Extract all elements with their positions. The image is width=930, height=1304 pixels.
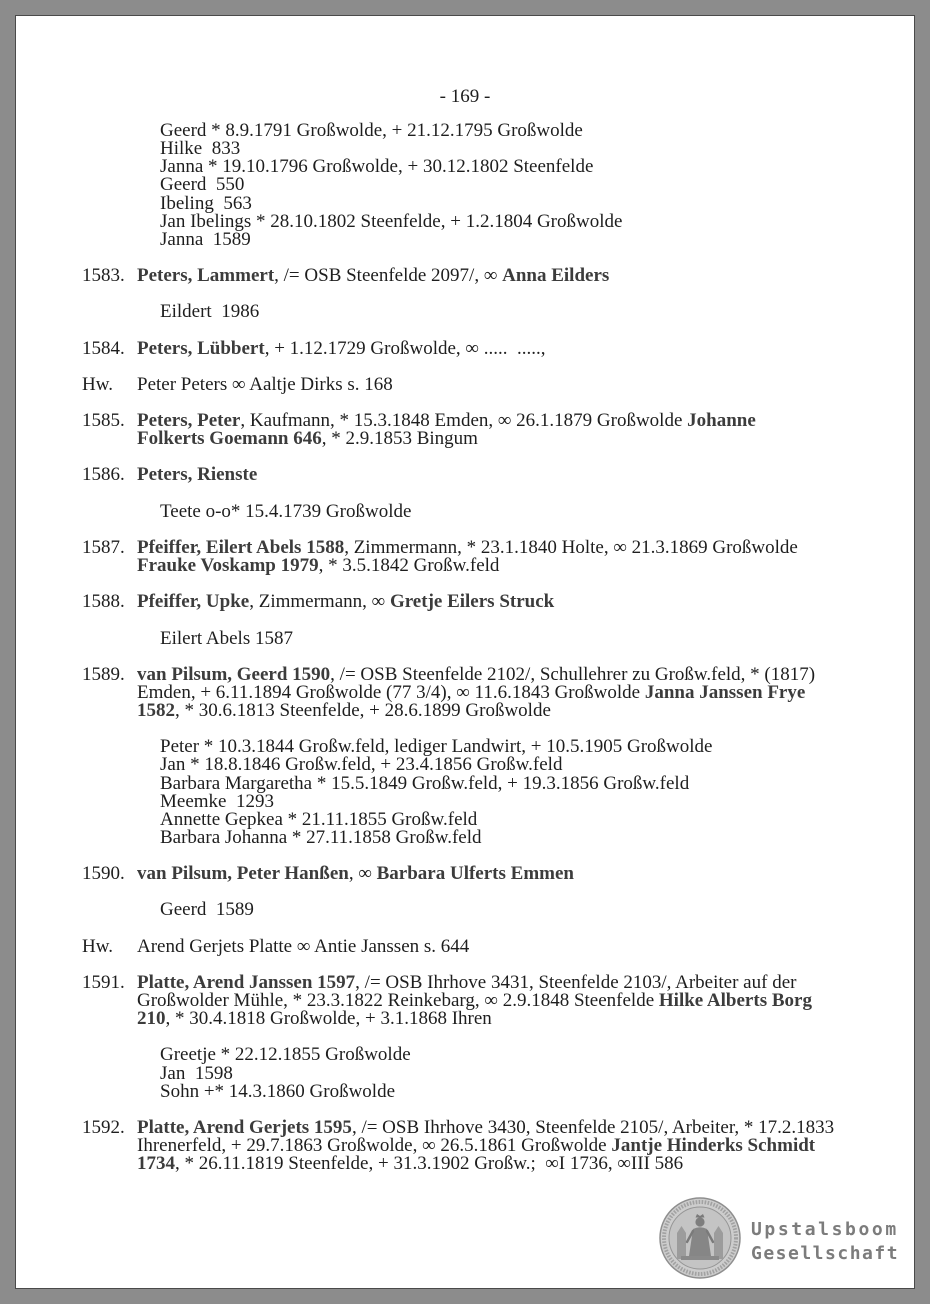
record-text: Jan * 18.8.1846 Großw.feld, + 23.4.1856 Großw.feld bbox=[160, 754, 563, 776]
person-name: Pfeiffer, Eilert Abels 1588 bbox=[137, 536, 345, 558]
reference-label: Hw. bbox=[82, 373, 113, 395]
child-line bbox=[160, 122, 930, 140]
person-name: Gretje Eilers Struck bbox=[389, 591, 555, 613]
child-line bbox=[160, 1046, 930, 1064]
reference-note bbox=[0, 935, 930, 957]
record-text: Meemke 1293 bbox=[160, 790, 274, 812]
seal-icon bbox=[658, 1196, 742, 1280]
children-list bbox=[0, 738, 930, 847]
page-number: - 169 - bbox=[439, 86, 491, 107]
entry-line bbox=[137, 557, 930, 575]
record-text: , * 26.11.1819 Steenfelde, + 31.3.1902 Großw.; ∞I 1736, ∞III 586 bbox=[175, 1153, 684, 1175]
entry-number: 1588. bbox=[82, 591, 125, 613]
record-text: Geerd 1589 bbox=[160, 899, 254, 921]
record-text: , ∞ bbox=[348, 863, 377, 885]
entry-line bbox=[137, 702, 930, 720]
person-name: Jantje Hinderks Schmidt bbox=[611, 1135, 816, 1156]
record-text: , Zimmermann, ∞ bbox=[249, 591, 390, 613]
record-text: Hilke 833 bbox=[160, 138, 241, 160]
entry-number: 1589. bbox=[82, 663, 125, 685]
children-list bbox=[0, 901, 930, 919]
entry-number: 1587. bbox=[82, 536, 125, 558]
entry-line bbox=[137, 1010, 930, 1028]
entry-line bbox=[137, 935, 930, 957]
child-line bbox=[160, 176, 930, 194]
entry-1590 bbox=[0, 865, 930, 883]
entry-1584 bbox=[0, 337, 930, 359]
record-text: Eilert Abels 1587 bbox=[160, 627, 293, 649]
record-text: Barbara Margaretha * 15.5.1849 Großw.feld, + 19.3.1856 Großw.feld bbox=[160, 772, 690, 794]
record-text: , Kaufmann, * 15.3.1848 Emden, ∞ 26.1.1879 Großwolde bbox=[240, 410, 688, 431]
entry-number: 1591. bbox=[82, 971, 125, 993]
record-text: Jan Ibelings * 28.10.1802 Steenfelde, + 1.2.1804 Großwolde bbox=[160, 210, 623, 232]
person-name: Pfeiffer, Upke bbox=[137, 591, 250, 613]
entry-line bbox=[137, 593, 930, 611]
person-name: Peters, Peter bbox=[137, 410, 241, 431]
person-name: van Pilsum, Peter Hanßen bbox=[137, 863, 349, 885]
person-name: Frauke Voskamp 1979 bbox=[137, 555, 319, 576]
person-name: Peters, Lammert bbox=[137, 265, 275, 286]
record-text: , Zimmermann, * 23.1.1840 Holte, ∞ 21.3.1869 Großwolde bbox=[344, 536, 798, 558]
entry-1583 bbox=[0, 267, 930, 285]
entry-1589 bbox=[0, 663, 930, 721]
entry-1586 bbox=[0, 466, 930, 484]
child-line bbox=[160, 303, 930, 321]
record-text: , /= OSB Steenfelde 2102/, Schullehrer zu Großw.feld, * (1817) bbox=[330, 663, 816, 685]
entry-1587 bbox=[0, 536, 930, 576]
child-line bbox=[160, 500, 930, 522]
entry-number: 1592. bbox=[82, 1116, 125, 1138]
entry-number: 1586. bbox=[82, 464, 125, 486]
record-text: Arend Gerjets Platte ∞ Antie Janssen s. 644 bbox=[137, 935, 470, 957]
child-line bbox=[160, 901, 930, 919]
children-list bbox=[0, 627, 930, 649]
record-text: Eildert 1986 bbox=[160, 301, 260, 323]
record-text: Peter Peters ∞ Aaltje Dirks s. 168 bbox=[137, 373, 393, 395]
person-name: Anna Eilders bbox=[502, 265, 610, 286]
person-name: Hilke Alberts Borg bbox=[658, 990, 812, 1011]
record-text: Janna * 19.10.1796 Großwolde, + 30.12.1802 Steenfelde bbox=[160, 156, 594, 178]
child-line bbox=[160, 772, 930, 794]
person-name: 210 bbox=[137, 1008, 166, 1030]
child-line bbox=[160, 210, 930, 232]
children-list bbox=[0, 1046, 930, 1100]
person-name: 1734 bbox=[137, 1153, 175, 1175]
person-name: Peters, Lübbert bbox=[137, 337, 265, 359]
entry-line bbox=[137, 337, 930, 359]
entry-1592 bbox=[0, 1116, 930, 1175]
child-line bbox=[160, 826, 930, 848]
child-line bbox=[160, 1080, 930, 1102]
record-text: Geerd * 8.9.1791 Großwolde, + 21.12.1795 Großwolde bbox=[160, 120, 583, 141]
children-list bbox=[0, 303, 930, 321]
record-text: Sohn +* 14.3.1860 Großwolde bbox=[160, 1080, 396, 1102]
child-line bbox=[160, 228, 930, 250]
entry-line bbox=[137, 466, 930, 484]
record-text: , * 2.9.1853 Bingum bbox=[321, 428, 478, 450]
record-text: Barbara Johanna * 27.11.1858 Großw.feld bbox=[160, 826, 482, 848]
entry-line bbox=[137, 865, 930, 883]
person-name: 1582 bbox=[137, 700, 175, 721]
entry-line bbox=[137, 267, 930, 285]
record-text: Annette Gepkea * 21.11.1855 Großw.feld bbox=[160, 808, 478, 830]
record-text: , /= OSB Ihrhove 3431, Steenfelde 2103/, Arbeiter auf der bbox=[355, 971, 797, 993]
record-text: Ihrenerfeld, + 29.7.1863 Großwolde, ∞ 26.5.1861 Großwolde bbox=[137, 1135, 612, 1156]
logo-text-gesellschaft: Gesellschaft bbox=[751, 1243, 900, 1264]
person-name: Johanne bbox=[687, 410, 756, 431]
reference-label: Hw. bbox=[82, 935, 113, 957]
entry-line bbox=[137, 430, 930, 448]
children-list bbox=[0, 122, 930, 249]
logo-text-upstalsboom: Upstalsboom bbox=[751, 1219, 899, 1240]
record-text: , /= OSB Ihrhove 3430, Steenfelde 2105/, Arbeiter, * 17.2.1833 bbox=[351, 1116, 835, 1138]
children-list bbox=[0, 500, 930, 522]
entry-1591 bbox=[0, 971, 930, 1030]
person-name: Janna Janssen Frye bbox=[644, 681, 806, 703]
person-name: Barbara Ulferts Emmen bbox=[376, 863, 574, 885]
person-name: Peters, Rienste bbox=[137, 464, 258, 486]
person-name: Platte, Arend Janssen 1597 bbox=[137, 971, 356, 993]
record-text: , * 3.5.1842 Großw.feld bbox=[318, 555, 500, 576]
entry-number: 1590. bbox=[82, 863, 125, 885]
entry-1588 bbox=[0, 593, 930, 611]
person-name: Folkerts Goemann 646 bbox=[137, 428, 322, 450]
person-name: van Pilsum, Geerd 1590 bbox=[137, 663, 331, 685]
record-text: Großwolder Mühle, * 23.3.1822 Reinkebarg, ∞ 2.9.1848 Steenfelde bbox=[137, 990, 659, 1011]
record-text: Geerd 550 bbox=[160, 174, 245, 196]
record-text: Janna 1589 bbox=[160, 228, 251, 250]
child-line bbox=[160, 158, 930, 176]
record-text: , * 30.4.1818 Großwolde, + 3.1.1868 Ihren bbox=[165, 1008, 492, 1030]
entry-number: 1585. bbox=[82, 410, 125, 431]
entry-number: 1583. bbox=[82, 265, 125, 286]
record-text: Teete o-o* 15.4.1739 Großwolde bbox=[160, 500, 412, 522]
entry-number: 1584. bbox=[82, 337, 125, 359]
genealogy-entries bbox=[0, 122, 930, 1173]
record-text: Ibeling 563 bbox=[160, 192, 252, 214]
record-text: Greetje * 22.12.1855 Großwolde bbox=[160, 1044, 411, 1066]
entry-line bbox=[137, 1155, 930, 1173]
entry-line bbox=[137, 373, 930, 395]
record-text: , /= OSB Steenfelde 2097/, ∞ bbox=[274, 265, 503, 286]
reference-note bbox=[0, 373, 930, 395]
record-text: , + 1.12.1729 Großwolde, ∞ ..... ....., bbox=[264, 337, 546, 359]
record-text: Peter * 10.3.1844 Großw.feld, lediger Landwirt, + 10.5.1905 Großwolde bbox=[160, 736, 713, 758]
record-text: , * 30.6.1813 Steenfelde, + 28.6.1899 Großwolde bbox=[175, 700, 551, 721]
record-text: Jan 1598 bbox=[160, 1062, 233, 1084]
entry-1585 bbox=[0, 412, 930, 448]
child-line bbox=[160, 627, 930, 649]
person-name: Platte, Arend Gerjets 1595 bbox=[137, 1116, 352, 1138]
record-text: Emden, + 6.11.1894 Großwolde (77 3/4), ∞ 11.6.1843 Großwolde bbox=[137, 681, 645, 703]
